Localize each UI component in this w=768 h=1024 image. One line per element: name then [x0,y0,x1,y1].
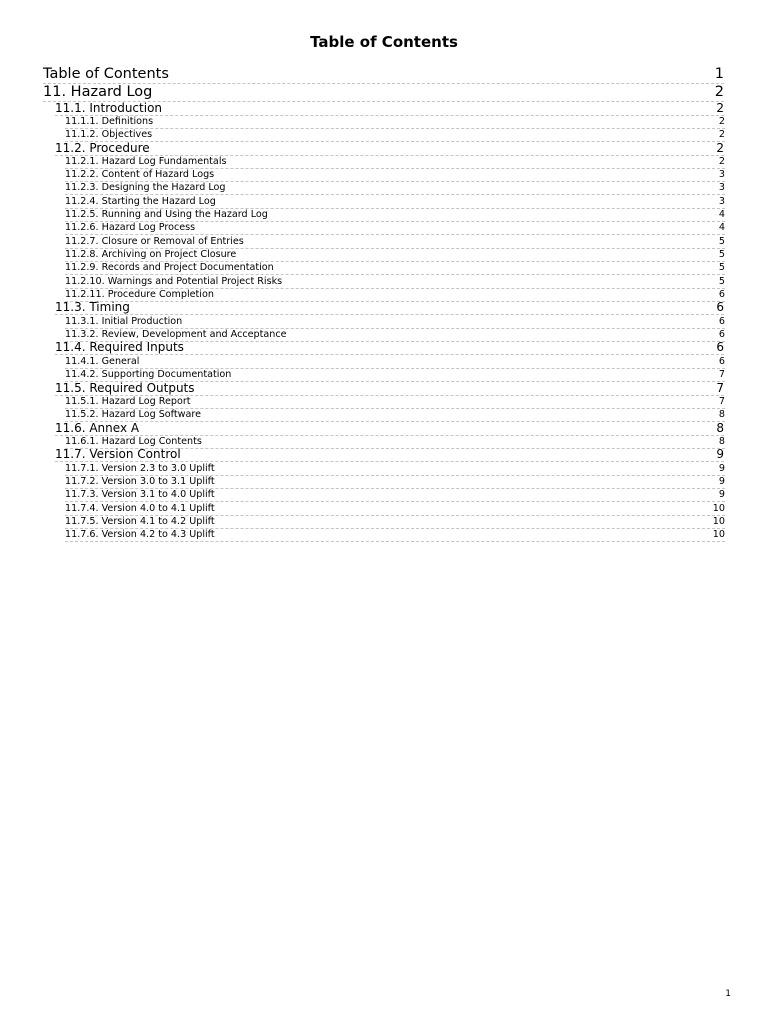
toc-entry-page: 2 [714,84,724,100]
toc-entry[interactable] [65,249,725,262]
toc-entry[interactable] [65,182,725,195]
toc-entry-page: 5 [718,248,725,260]
toc-entry[interactable] [65,222,725,235]
toc-entry-title[interactable]: 11.2.10. Warnings and Potential Project Risks [65,275,283,287]
toc-entry-page: 2 [716,100,724,115]
toc-entry-page: 10 [712,502,725,514]
toc-entry-title[interactable]: 11.7.5. Version 4.1 to 4.2 Uplift [65,515,215,527]
toc-entry[interactable] [55,342,724,356]
toc-entry-title[interactable]: 11.2.6. Hazard Log Process [65,222,196,234]
toc-entry-page: 6 [718,288,725,300]
toc-entry[interactable] [55,302,724,316]
toc-entry-title[interactable]: 11.4.1. General [65,355,140,367]
toc-entry-title[interactable]: 11.4. Required Inputs [55,340,184,355]
toc-entry-title[interactable]: 11.2.8. Archiving on Project Closure [65,248,237,260]
toc-entry-page: 8 [718,409,725,421]
toc-entry-title[interactable]: 11.7.2. Version 3.0 to 3.1 Uplift [65,476,215,488]
toc-entry-page: 1 [714,66,724,82]
toc-entry-page: 8 [716,420,724,435]
toc-entry-title[interactable]: 11.3. Timing [55,300,130,315]
toc-entry-page: 4 [718,209,725,221]
toc-entry[interactable] [65,516,725,529]
toc-entry-title[interactable]: 11.5.1. Hazard Log Report [65,395,191,407]
toc-entry[interactable] [65,396,725,409]
toc-entry-title[interactable]: 11.2. Procedure [55,140,150,155]
toc-entry-page: 9 [718,476,725,488]
toc-entry-page: 6 [716,340,724,355]
toc-entry[interactable] [65,409,725,422]
toc-entry[interactable] [55,422,724,436]
toc-entry[interactable] [55,142,724,156]
toc-entry[interactable] [65,289,725,302]
toc-entry-title[interactable]: 11.2.11. Procedure Completion [65,288,214,300]
toc-entry-title[interactable]: 11.7.4. Version 4.0 to 4.1 Uplift [65,502,215,514]
toc-list [0,66,768,542]
toc-entry[interactable] [65,235,725,248]
toc-entry[interactable] [65,355,725,368]
toc-entry-page: 8 [718,435,725,447]
toc-entry-title[interactable]: Table of Contents [43,66,169,82]
toc-entry-title[interactable]: 11.5.2. Hazard Log Software [65,409,202,421]
toc-entry-page: 6 [718,328,725,340]
toc-entry-title[interactable]: 11.7.6. Version 4.2 to 4.3 Uplift [65,529,215,541]
toc-entry[interactable] [65,476,725,489]
toc-entry-page: 10 [712,515,725,527]
toc-entry-page: 6 [716,300,724,315]
toc-entry[interactable] [43,66,724,84]
toc-entry[interactable] [65,529,725,542]
toc-entry-title[interactable]: 11.4.2. Supporting Documentation [65,369,232,381]
toc-entry[interactable] [55,102,724,116]
toc-entry-page: 5 [718,275,725,287]
toc-entry-title[interactable]: 11.3.1. Initial Production [65,315,183,327]
toc-entry-title[interactable]: 11.7.3. Version 3.1 to 4.0 Uplift [65,489,215,501]
toc-entry-title[interactable]: 11.1.2. Objectives [65,129,153,141]
toc-entry-title[interactable]: 11.2.1. Hazard Log Fundamentals [65,155,227,167]
toc-entry-page: 7 [716,380,724,395]
toc-entry-page: 6 [718,315,725,327]
toc-entry[interactable] [65,462,725,475]
toc-entry-title[interactable]: 11.5. Required Outputs [55,380,195,395]
toc-entry-title[interactable]: 11.1.1. Definitions [65,115,154,127]
toc-entry[interactable] [55,449,724,463]
toc-entry-title[interactable]: 11.7.1. Version 2.3 to 3.0 Uplift [65,462,215,474]
toc-entry[interactable] [65,156,725,169]
toc-entry-title[interactable]: 11.3.2. Review, Development and Acceptance [65,328,287,340]
toc-entry[interactable] [55,382,724,396]
toc-entry-title[interactable]: 11.2.3. Designing the Hazard Log [65,182,226,194]
toc-entry-title[interactable]: 11. Hazard Log [43,84,153,100]
toc-entry-title[interactable]: 11.7. Version Control [55,447,181,462]
toc-entry-page: 5 [718,235,725,247]
toc-entry[interactable] [65,209,725,222]
toc-entry-page: 9 [718,489,725,501]
toc-entry[interactable] [65,262,725,275]
toc-entry[interactable] [65,116,725,129]
toc-entry-title[interactable]: 11.2.9. Records and Project Documentation [65,262,274,274]
toc-entry[interactable] [65,129,725,142]
toc-entry[interactable] [65,502,725,515]
toc-entry-title[interactable]: 11.2.2. Content of Hazard Logs [65,169,215,181]
toc-entry-page: 3 [718,182,725,194]
toc-entry[interactable] [65,489,725,502]
toc-entry-title[interactable]: 11.6. Annex A [55,420,140,435]
toc-entry-page: 7 [718,369,725,381]
toc-entry-page: 2 [718,155,725,167]
toc-entry-page: 10 [712,529,725,541]
toc-entry-page: 6 [718,355,725,367]
toc-entry[interactable] [65,315,725,328]
toc-entry[interactable] [65,169,725,182]
toc-entry-title[interactable]: 11.1. Introduction [55,100,163,115]
toc-entry-page: 7 [718,395,725,407]
toc-entry-page: 2 [716,140,724,155]
toc-entry-page: 3 [718,169,725,181]
toc-entry-title[interactable]: 11.2.7. Closure or Removal of Entries [65,235,244,247]
toc-entry-page: 2 [718,129,725,141]
toc-entry[interactable] [65,275,725,288]
page-number: 1 [725,989,731,999]
page-title: Table of Contents [310,33,458,51]
toc-entry-page: 4 [718,222,725,234]
toc-entry-page: 2 [718,115,725,127]
toc-entry-title[interactable]: 11.2.5. Running and Using the Hazard Log [65,209,268,221]
toc-entry-page: 5 [718,262,725,274]
toc-entry-title[interactable]: 11.2.4. Starting the Hazard Log [65,195,216,207]
toc-entry-page: 3 [718,195,725,207]
toc-entry[interactable] [43,84,724,102]
toc-entry-title[interactable]: 11.6.1. Hazard Log Contents [65,435,202,447]
toc-entry-page: 9 [716,447,724,462]
toc-entry-page: 9 [718,462,725,474]
toc-entry[interactable] [65,195,725,208]
